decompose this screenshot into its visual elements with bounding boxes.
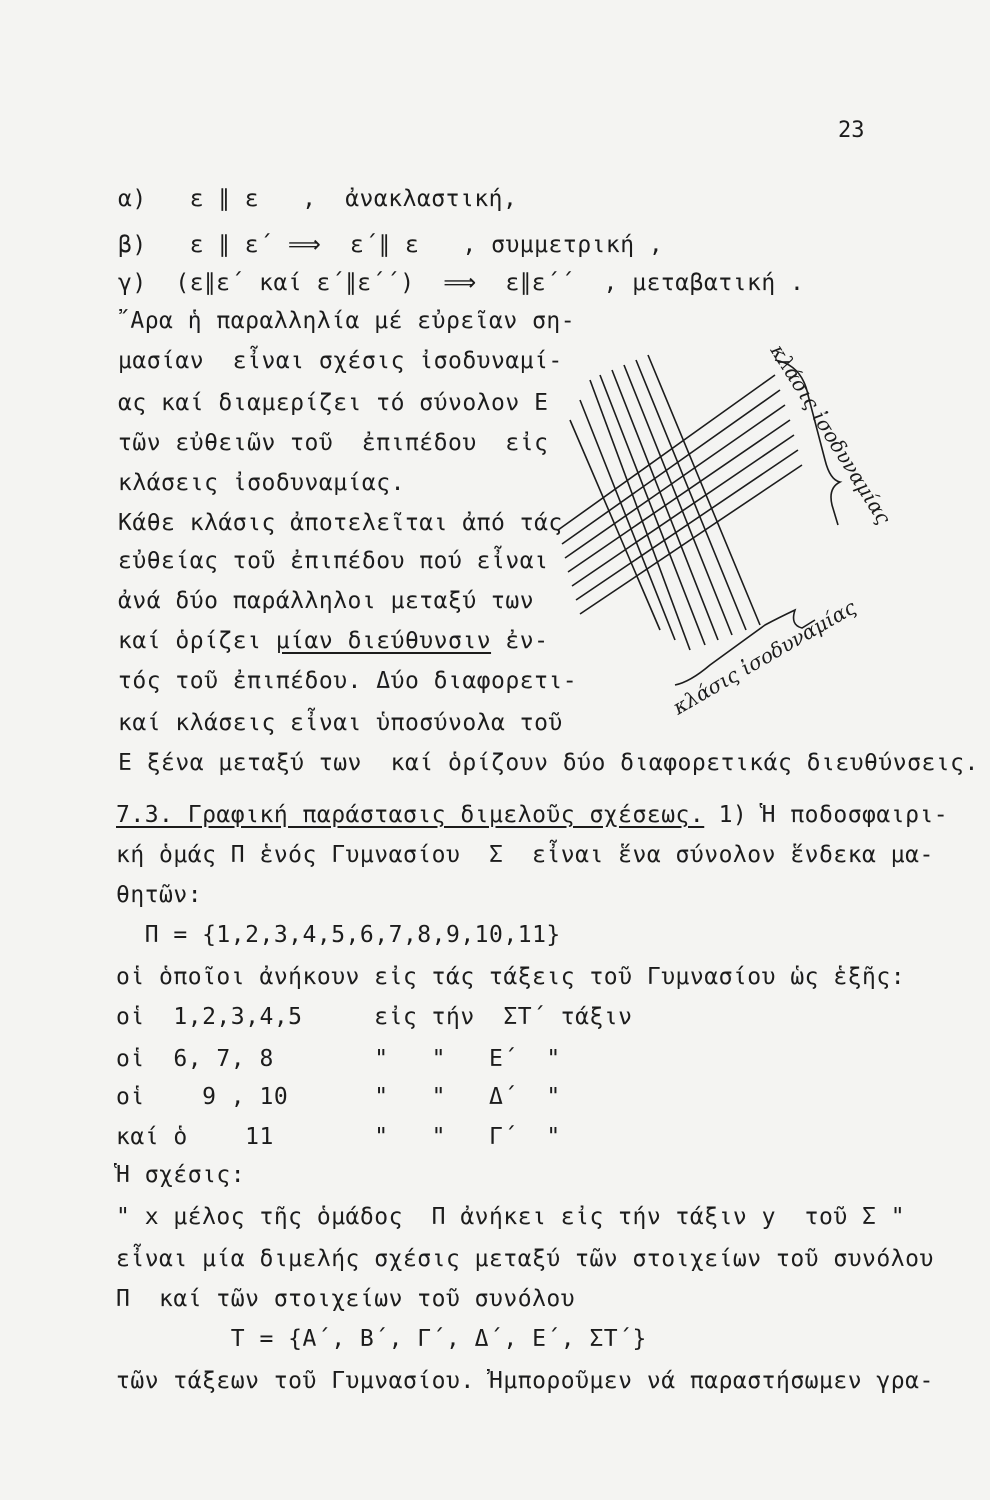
label-bottom: κλάσις ἰσοδυναμίας [668,594,861,720]
text-line: μασίαν εἶναι σχέσις ἰσοδυναμί- [118,348,563,374]
class-a-line [600,375,705,645]
text-line: β) ε ∥ ε΄ ⟹ ε΄∥ ε , συμμετρική , [118,232,664,258]
text-line: καί κλάσεις εἶναι ὑποσύνολα τοῦ [118,710,563,736]
text-line: τός τοῦ ἐπιπέδου. Δύο διαφορετι- [118,668,578,694]
text-line: T = {Α΄, Β΄, Γ΄, Δ΄, Ε΄, ΣΤ΄} [116,1326,647,1352]
text-line: γ) (ε∥ε΄ καί ε΄∥ε΄΄) ⟹ ε∥ε΄΄ , μεταβατική . [118,270,805,296]
underlined-segment: μίαν διεύθυνσιν [275,628,492,654]
text-line [118,626,548,656]
text-line: " x μέλος τῆς ὁμάδος Π ἀνήκει εἰς τήν τάξιν y τοῦ Σ " [116,1204,906,1230]
text-line: τῶν εὐθειῶν τοῦ ἐπιπέδου εἰς [118,430,549,456]
class-a-line [648,355,760,625]
text-line: κλάσεις ἰσοδυναμίας. [118,470,405,496]
text-line: οἱ ὁποῖοι ἀνήκουν εἰς τάς τάξεις τοῦ Γυμνασίου ὡς ἑξῆς: [116,964,906,990]
text-line: ας καί διαμερίζει τό σύνολον Ε [118,390,549,416]
text-line: ῎Αρα ἡ παραλληλία μέ εὐρεῖαν ση- [116,308,576,334]
text-line: οἱ 9 , 10 " " Δ΄ " [116,1084,561,1110]
text-line: Κάθε κλάσις ἀποτελεῖται ἀπό τάς [118,510,563,536]
equivalence-classes-diagram [540,320,896,750]
text-line: εἶναι μία διμελής σχέσις μεταξύ τῶν στοιχείων τοῦ συνόλου [116,1246,934,1272]
line-segment: 1) Ἡ ποδοσφαιρι- [704,802,949,828]
page-number: 23 [838,118,865,143]
text-line: οἱ 1,2,3,4,5 εἰς τήν ΣΤ΄ τάξιν [116,1004,633,1030]
text-line [116,800,948,830]
text-line: Ἡ σχέσις: [116,1162,246,1188]
class-a-line [624,365,732,635]
text-line: Π καί τῶν στοιχείων τοῦ συνόλου [116,1286,576,1312]
text-line: θητῶν: [116,882,203,908]
text-line: Ε ξένα μεταξύ των καί ὁρίζουν δύο διαφορετικάς διευθύνσεις. [118,750,979,776]
text-line: τῶν τάξεων τοῦ Γυμνασίου. Ἠμποροῦμεν νά παραστήσωμεν γρα- [116,1368,934,1394]
line-segment: ἐν- [491,628,549,654]
text-line: ἀνά δύο παράλληλοι μεταξύ των [118,588,535,614]
text-line: Π = {1,2,3,4,5,6,7,8,9,10,11} [116,922,561,948]
class-a-line [636,360,746,630]
text-line: οἱ 6, 7, 8 " " Ε΄ " [116,1046,561,1072]
text-line: εὐθείας τοῦ ἐπιπέδου πού εἶναι [118,548,549,574]
underlined-segment: 7.3. Γραφική παράστασις διμελοῦς σχέσεως. [116,802,705,828]
label-top: κλάσις ἰσοδυναμίας [765,339,896,529]
text-line: κή ὁμάς Π ἑνός Γυμνασίου Σ εἶναι ἕνα σύνολον ἕνδεκα μα- [116,842,934,868]
line-segment: καί ὁρίζει [118,628,276,654]
text-line: α) ε ∥ ε , ἀνακλαστική, [118,186,518,212]
class-a-line [570,420,660,630]
text-line: καί ὁ 11 " " Γ΄ " [116,1124,561,1150]
equivalence-classes-figure [540,320,896,750]
